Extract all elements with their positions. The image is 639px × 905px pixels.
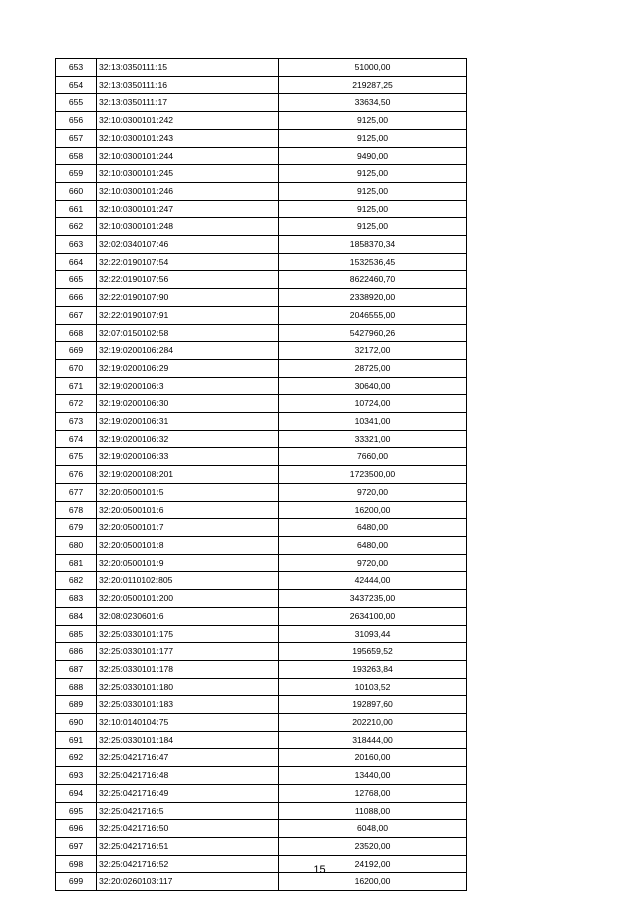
table-row (56, 59, 467, 77)
row-number: 656 (56, 112, 97, 130)
cadastral-value: 9125,00 (279, 200, 467, 218)
table-row (56, 218, 467, 236)
cadastral-number: 32:25:0330101:177 (97, 643, 279, 661)
cadastral-value: 10724,00 (279, 395, 467, 413)
row-number: 661 (56, 200, 97, 218)
cadastral-value: 318444,00 (279, 731, 467, 749)
table-row (56, 94, 467, 112)
table-row (56, 625, 467, 643)
row-number: 697 (56, 837, 97, 855)
cadastral-value: 32172,00 (279, 342, 467, 360)
table-row (56, 395, 467, 413)
row-number: 679 (56, 519, 97, 537)
cadastral-value: 16200,00 (279, 873, 467, 891)
cadastral-number: 32:22:0190107:54 (97, 253, 279, 271)
cadastral-number: 32:02:0340107:46 (97, 236, 279, 254)
cadastral-value: 7660,00 (279, 448, 467, 466)
table-row (56, 572, 467, 590)
row-number: 665 (56, 271, 97, 289)
row-number: 682 (56, 572, 97, 590)
row-number: 689 (56, 696, 97, 714)
cadastral-number: 32:13:0350111:15 (97, 59, 279, 77)
table-row (56, 536, 467, 554)
table-row (56, 483, 467, 501)
table-row (56, 466, 467, 484)
cadastral-number: 32:13:0350111:16 (97, 76, 279, 94)
table-row (56, 837, 467, 855)
table-body (56, 59, 467, 891)
cadastral-number: 32:19:0200106:284 (97, 342, 279, 360)
cadastral-value-table (55, 58, 467, 891)
cadastral-value: 33634,50 (279, 94, 467, 112)
cadastral-number: 32:19:0200106:3 (97, 377, 279, 395)
cadastral-value: 6480,00 (279, 519, 467, 537)
cadastral-number: 32:10:0300101:248 (97, 218, 279, 236)
cadastral-value: 9125,00 (279, 218, 467, 236)
table-row (56, 76, 467, 94)
cadastral-value: 9720,00 (279, 554, 467, 572)
cadastral-number: 32:25:0421716:48 (97, 767, 279, 785)
row-number: 668 (56, 324, 97, 342)
row-number: 657 (56, 129, 97, 147)
row-number: 685 (56, 625, 97, 643)
cadastral-value: 219287,25 (279, 76, 467, 94)
table-row (56, 147, 467, 165)
cadastral-value: 202210,00 (279, 714, 467, 732)
cadastral-number: 32:20:0500101:7 (97, 519, 279, 537)
cadastral-number: 32:20:0110102:805 (97, 572, 279, 590)
table-row (56, 448, 467, 466)
cadastral-number: 32:25:0330101:178 (97, 660, 279, 678)
row-number: 664 (56, 253, 97, 271)
row-number: 691 (56, 731, 97, 749)
cadastral-number: 32:25:0330101:175 (97, 625, 279, 643)
cadastral-number: 32:10:0140104:75 (97, 714, 279, 732)
row-number: 667 (56, 306, 97, 324)
row-number: 694 (56, 784, 97, 802)
row-number: 671 (56, 377, 97, 395)
cadastral-number: 32:25:0421716:52 (97, 855, 279, 873)
cadastral-number: 32:25:0421716:51 (97, 837, 279, 855)
row-number: 683 (56, 590, 97, 608)
row-number: 695 (56, 802, 97, 820)
row-number: 654 (56, 76, 97, 94)
cadastral-value: 12768,00 (279, 784, 467, 802)
table-row (56, 731, 467, 749)
cadastral-number: 32:22:0190107:91 (97, 306, 279, 324)
table-row (56, 784, 467, 802)
cadastral-number: 32:25:0421716:49 (97, 784, 279, 802)
cadastral-value: 2338920,00 (279, 289, 467, 307)
cadastral-number: 32:13:0350111:17 (97, 94, 279, 112)
cadastral-value: 10103,52 (279, 678, 467, 696)
table-row (56, 767, 467, 785)
table-row (56, 324, 467, 342)
cadastral-value: 30640,00 (279, 377, 467, 395)
table-row (56, 289, 467, 307)
cadastral-value: 9490,00 (279, 147, 467, 165)
row-number: 680 (56, 536, 97, 554)
cadastral-value: 16200,00 (279, 501, 467, 519)
cadastral-number: 32:19:0200106:29 (97, 359, 279, 377)
cadastral-value: 5427960,26 (279, 324, 467, 342)
cadastral-value: 6048,00 (279, 820, 467, 838)
row-number: 675 (56, 448, 97, 466)
row-number: 670 (56, 359, 97, 377)
cadastral-number: 32:10:0300101:245 (97, 165, 279, 183)
table-row (56, 413, 467, 431)
table-row (56, 820, 467, 838)
cadastral-number: 32:25:0421716:50 (97, 820, 279, 838)
cadastral-value: 33321,00 (279, 430, 467, 448)
row-number: 676 (56, 466, 97, 484)
cadastral-value: 31093,44 (279, 625, 467, 643)
cadastral-value: 1532536,45 (279, 253, 467, 271)
cadastral-value: 193263,84 (279, 660, 467, 678)
table-row (56, 714, 467, 732)
cadastral-value: 24192,00 (279, 855, 467, 873)
cadastral-value: 9125,00 (279, 165, 467, 183)
table-row (56, 306, 467, 324)
cadastral-value: 195659,52 (279, 643, 467, 661)
table-row (56, 129, 467, 147)
cadastral-value: 11088,00 (279, 802, 467, 820)
table-row (56, 236, 467, 254)
cadastral-number: 32:19:0200106:33 (97, 448, 279, 466)
row-number: 693 (56, 767, 97, 785)
cadastral-value: 13440,00 (279, 767, 467, 785)
table-row (56, 359, 467, 377)
cadastral-number: 32:25:0421716:47 (97, 749, 279, 767)
table-row (56, 182, 467, 200)
table-row (56, 590, 467, 608)
row-number: 684 (56, 607, 97, 625)
cadastral-value: 3437235,00 (279, 590, 467, 608)
table-row (56, 678, 467, 696)
row-number: 659 (56, 165, 97, 183)
row-number: 666 (56, 289, 97, 307)
table-row (56, 430, 467, 448)
cadastral-number: 32:20:0500101:5 (97, 483, 279, 501)
cadastral-number: 32:10:0300101:246 (97, 182, 279, 200)
row-number: 690 (56, 714, 97, 732)
cadastral-number: 32:20:0260103:117 (97, 873, 279, 891)
cadastral-number: 32:25:0330101:183 (97, 696, 279, 714)
cadastral-number: 32:10:0300101:244 (97, 147, 279, 165)
row-number: 669 (56, 342, 97, 360)
cadastral-value: 20160,00 (279, 749, 467, 767)
row-number: 688 (56, 678, 97, 696)
cadastral-number: 32:20:0500101:6 (97, 501, 279, 519)
cadastral-number: 32:19:0200106:31 (97, 413, 279, 431)
row-number: 662 (56, 218, 97, 236)
row-number: 692 (56, 749, 97, 767)
table-row (56, 643, 467, 661)
cadastral-number: 32:07:0150102:58 (97, 324, 279, 342)
cadastral-value: 9720,00 (279, 483, 467, 501)
cadastral-value: 28725,00 (279, 359, 467, 377)
cadastral-number: 32:25:0330101:184 (97, 731, 279, 749)
row-number: 674 (56, 430, 97, 448)
cadastral-value: 6480,00 (279, 536, 467, 554)
cadastral-number: 32:19:0200108:201 (97, 466, 279, 484)
cadastral-number: 32:22:0190107:56 (97, 271, 279, 289)
cadastral-number: 32:10:0300101:243 (97, 129, 279, 147)
cadastral-number: 32:22:0190107:90 (97, 289, 279, 307)
cadastral-number: 32:10:0300101:247 (97, 200, 279, 218)
cadastral-value: 42444,00 (279, 572, 467, 590)
row-number: 698 (56, 855, 97, 873)
row-number: 678 (56, 501, 97, 519)
cadastral-number: 32:19:0200106:30 (97, 395, 279, 413)
row-number: 663 (56, 236, 97, 254)
table-row (56, 200, 467, 218)
cadastral-value: 2634100,00 (279, 607, 467, 625)
cadastral-value: 9125,00 (279, 129, 467, 147)
page-number: 15 (313, 864, 326, 876)
cadastral-value: 10341,00 (279, 413, 467, 431)
cadastral-value: 23520,00 (279, 837, 467, 855)
table-row (56, 112, 467, 130)
cadastral-number: 32:20:0500101:9 (97, 554, 279, 572)
cadastral-value: 1858370,34 (279, 236, 467, 254)
cadastral-number: 32:25:0330101:180 (97, 678, 279, 696)
table-row (56, 377, 467, 395)
cadastral-number: 32:20:0500101:8 (97, 536, 279, 554)
cadastral-value: 2046555,00 (279, 306, 467, 324)
table-row (56, 519, 467, 537)
cadastral-value: 9125,00 (279, 112, 467, 130)
row-number: 696 (56, 820, 97, 838)
row-number: 660 (56, 182, 97, 200)
row-number: 653 (56, 59, 97, 77)
row-number: 655 (56, 94, 97, 112)
table-row (56, 271, 467, 289)
table-row (56, 165, 467, 183)
row-number: 672 (56, 395, 97, 413)
cadastral-number: 32:19:0200106:32 (97, 430, 279, 448)
cadastral-number: 32:10:0300101:242 (97, 112, 279, 130)
row-number: 686 (56, 643, 97, 661)
table-row (56, 660, 467, 678)
cadastral-value: 1723500,00 (279, 466, 467, 484)
table-row (56, 802, 467, 820)
row-number: 658 (56, 147, 97, 165)
cadastral-value: 51000,00 (279, 59, 467, 77)
row-number: 687 (56, 660, 97, 678)
cadastral-number: 32:25:0421716:5 (97, 802, 279, 820)
table-row (56, 607, 467, 625)
cadastral-number: 32:08:0230601:6 (97, 607, 279, 625)
table-row (56, 253, 467, 271)
row-number: 673 (56, 413, 97, 431)
cadastral-value: 192897,60 (279, 696, 467, 714)
cadastral-number: 32:20:0500101:200 (97, 590, 279, 608)
row-number: 677 (56, 483, 97, 501)
table-row (56, 501, 467, 519)
table-row (56, 749, 467, 767)
table-row (56, 696, 467, 714)
cadastral-value: 9125,00 (279, 182, 467, 200)
row-number: 699 (56, 873, 97, 891)
table-row (56, 342, 467, 360)
table-row (56, 554, 467, 572)
cadastral-value: 8622460,70 (279, 271, 467, 289)
row-number: 681 (56, 554, 97, 572)
